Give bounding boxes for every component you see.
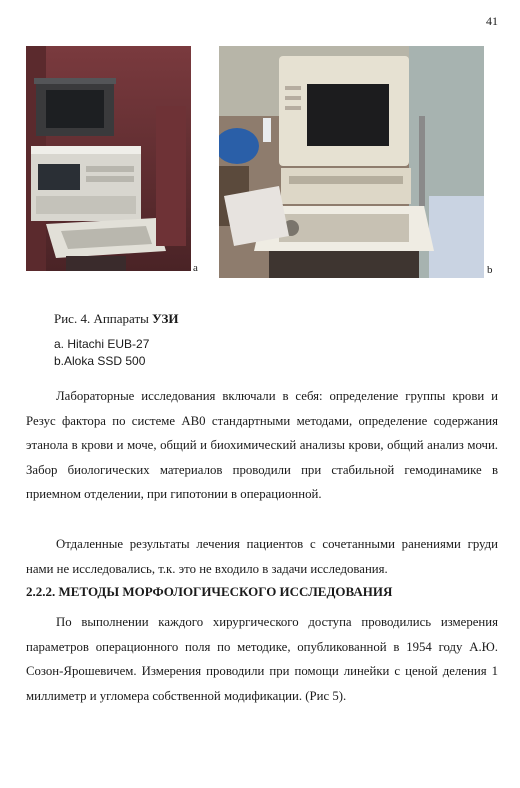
caption-item-b: b.Aloka SSD 500 (54, 354, 146, 368)
caption-bold: УЗИ (152, 311, 179, 326)
page-number: 41 (486, 14, 498, 28)
photo-label-b: b (487, 264, 493, 276)
photo-hitachi-ultrasound (26, 46, 191, 271)
paragraph-longterm: Отдаленные результаты лечения пациентов с сочетанными ранениями груди нами не исследовались, т.к. это не входило в задачи исследования. (26, 537, 498, 576)
section-heading: 2.2.2. МЕТОДЫ МОРФОЛОГИЧЕСКОГО ИССЛЕДОВАНИЯ (26, 584, 393, 599)
figure-caption (54, 311, 178, 327)
caption-item-a: a. Hitachi EUB-27 (54, 337, 150, 351)
photo-aloka-ultrasound (219, 46, 484, 278)
paragraph-laboratory: Лабораторные исследования включали в себя: определение группы крови и Резус фактора по системе АВ0 стандартными методами, определение содержания этанола в крови и моче, общий и биохимический анализы крови, общий анализ мочи. Забор биологических материалов проводили при стабильной гемодинамике в приемном отделении, при гипотонии в операционной. (26, 389, 498, 501)
caption-prefix: Рис. 4. Аппараты (54, 311, 149, 326)
paragraph-measurements: По выполнении каждого хирургического доступа проводились измерения параметров операционного поля по методике, опубликованной в 1954 году А.Ю. Созон-Ярошевичем. Измерения проводили при помощи линейки с ценой деления 1 миллиметр и угломера собственной модификации. (Рис 5). (26, 615, 498, 703)
photo-label-a: a (193, 262, 198, 274)
